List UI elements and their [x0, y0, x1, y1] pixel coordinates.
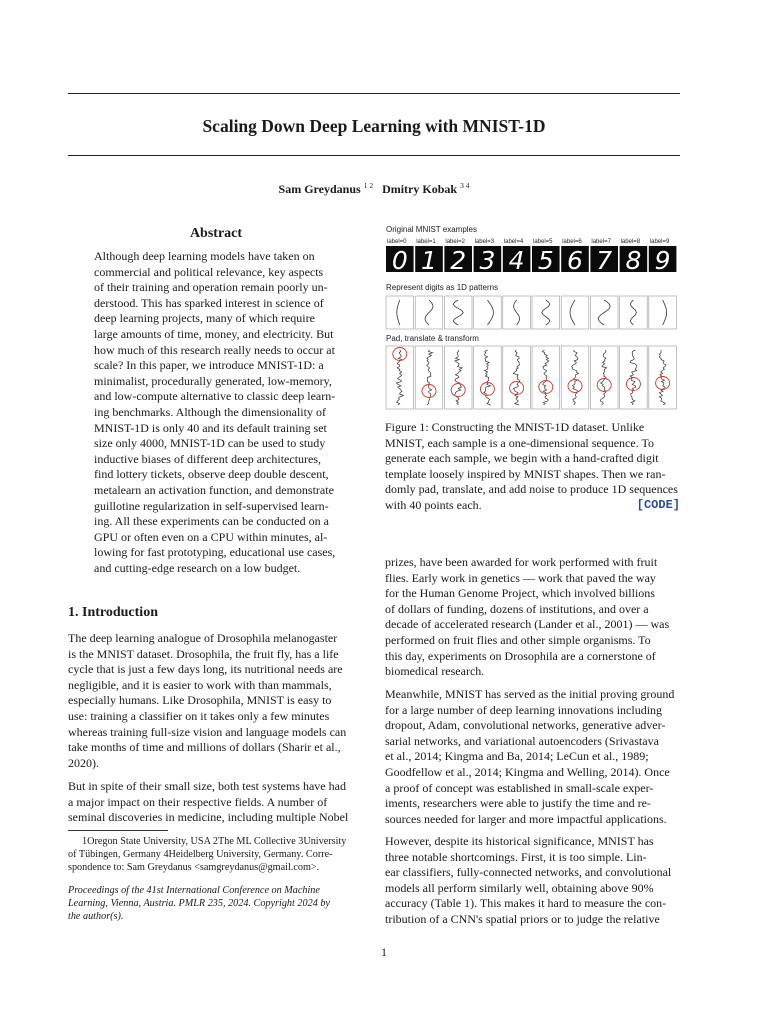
intro-line: negligible, and it is easier to work with than mammals, — [68, 677, 332, 692]
caption-line: template loosely inspired by MNIST shapes. Then we ran- — [385, 466, 666, 481]
body-paragraph-2 — [385, 687, 680, 827]
intro-line: But in spite of their small size, both test systems have had — [68, 779, 346, 793]
mnist-digit-glyph: 5 — [537, 246, 554, 275]
mnist-digit-glyph: 1 — [421, 246, 437, 275]
proceedings-note — [68, 884, 364, 923]
body-line: models all perform similarly well, obtaining above 90% — [385, 880, 654, 895]
intro-line: especially humans. Like Drosophila, MNIST is easy to — [68, 693, 332, 708]
body-line: Goodfellow et al., 2014; Kingma and Welling, 2014). Once — [385, 764, 670, 779]
intro-line: cycle that is just a few days long, its nutritional needs are — [68, 662, 343, 677]
intro-paragraph-1 — [68, 631, 364, 771]
abstract-line: MNIST-1D is only 40 and its default training set — [94, 420, 327, 435]
body-line: tribution of a CNN's spatial priors or to judge the relative — [385, 911, 660, 926]
abstract-line: deep learning projects, many of which require — [94, 311, 315, 326]
fig-row1-title: Original MNIST examples — [386, 225, 477, 234]
abstract-body — [94, 249, 338, 576]
footnote-line: of Tübingen, Germany 4Heidelberg University, Germany. Corre- — [68, 849, 333, 860]
abstract-line: metalearn an activation function, and demonstrate — [94, 482, 334, 497]
abstract-line: find lottery tickets, observe deep double descent, — [94, 467, 329, 482]
body-line: this day, experiments on Drosophila are a cornerstone of — [385, 648, 656, 663]
author-affiliation: 3 4 — [460, 181, 470, 190]
body-line: for the Human Genome Project, which involved billions — [385, 586, 655, 601]
intro-heading: 1. Introduction — [68, 605, 158, 620]
abstract-line: large amounts of time, money, and electricity. But — [94, 326, 334, 341]
proceedings-line: Proceedings of the 41st International Conference on Machine — [68, 885, 320, 896]
proceedings-line: the author(s). — [68, 911, 124, 922]
top-rule — [68, 93, 680, 94]
abstract-line: GPU or often even on a CPU within minutes, al- — [94, 529, 328, 544]
transformed-panel — [649, 346, 677, 409]
body-line: three notable shortcomings. First, it is too simple. Lin- — [385, 849, 647, 864]
figure-1 — [385, 224, 680, 412]
body-line: for a large number of deep learning innovations including — [385, 702, 663, 717]
body-line: flies. Early work in genetics — work that paved the way — [385, 570, 656, 585]
abstract-line: Although deep learning models have taken on — [94, 249, 315, 263]
body-line: prizes, have been awarded for work performed with fruit — [385, 555, 658, 569]
body-line: accuracy (Table 1). This makes it hard to measure the con- — [385, 896, 667, 911]
intro-line: whereas training full-size vision and language models can — [68, 724, 347, 739]
digit-label: label=0 — [387, 239, 407, 245]
intro-line: use: training a classifier on it takes only a few minutes — [68, 708, 330, 723]
mnist-digit-glyph: 7 — [596, 246, 613, 275]
digit-label: label=4 — [503, 239, 524, 245]
intro-line: 2020). — [68, 755, 99, 770]
body-line: However, despite its historical significance, MNIST has — [385, 834, 654, 848]
page-number: 1 — [381, 945, 387, 959]
code-link[interactable]: [CODE] — [636, 497, 680, 512]
body-line: dropout, Adam, convolutional networks, generative adver- — [385, 718, 666, 733]
caption-line: MNIST, each sample is a one-dimensional sequence. To — [385, 435, 654, 450]
body-paragraph-3 — [385, 834, 680, 928]
intro-line: take months of time and millions of dollars (Sharir et al., — [68, 740, 341, 755]
digit-label: label=7 — [591, 239, 611, 245]
proceedings-line: Learning, Vienna, Austria. PMLR 235, 2024. Copyright 2024 by — [68, 898, 330, 909]
body-line: of dollars of funding, dozens of institutions, and over a — [385, 601, 649, 616]
body-line: performed on fruit flies and other simple organisms. To — [385, 632, 651, 647]
body-line: Meanwhile, MNIST has served as the initial proving ground — [385, 687, 675, 701]
caption-line: Figure 1: Constructing the MNIST-1D dataset. Unlike — [385, 420, 645, 434]
body-line: iments, researchers were able to justify the time and re- — [385, 796, 651, 811]
digit-label: label=9 — [649, 239, 670, 245]
author-list — [68, 181, 680, 197]
template-panel — [474, 296, 502, 329]
caption-line: domly pad, translate, and add noise to produce 1D sequences — [385, 482, 678, 497]
body-line: sources needed for larger and more impactful applications. — [385, 811, 667, 826]
digit-label: label=3 — [474, 239, 495, 245]
mnist-digit-glyph: 9 — [654, 246, 671, 275]
body-line: a proof of concept was established in small-scale exper- — [385, 780, 654, 795]
fig-row3-title: Pad, translate & transform — [386, 334, 479, 343]
author-affiliation: 1 2 — [363, 181, 374, 190]
transformed-panel — [386, 346, 414, 409]
abstract-line: derstood. This has sparked interest in science of — [94, 295, 324, 310]
abstract-line: size only 4000, MNIST-1D can be used to study — [94, 436, 326, 451]
intro-line: The deep learning analogue of Drosophila melanogaster — [68, 631, 338, 645]
figure-caption — [385, 420, 680, 514]
intro-paragraph-2 — [68, 779, 364, 826]
digit-label: label=1 — [416, 239, 436, 245]
mnist-digit-glyph: 8 — [625, 246, 642, 275]
fig-row2-title: Represent digits as 1D patterns — [386, 283, 499, 292]
abstract-line: and low-compute alternative to classic deep learn- — [94, 389, 336, 404]
footnote-rule — [68, 830, 168, 831]
mnist-digit-glyph: 0 — [391, 246, 408, 275]
transformed-panel — [474, 346, 502, 409]
author-name: Sam Greydanus — [278, 182, 361, 196]
abstract-line: scale? In this paper, we introduce MNIST-1D: a — [94, 358, 324, 373]
caption-line: generate each sample, we begin with a hand-crafted digit — [385, 451, 659, 466]
digit-label: label=6 — [562, 239, 582, 245]
abstract-line: lowing for fast prototyping, educational use cases, — [94, 545, 336, 560]
abstract-line: ing benchmarks. Although the dimensionality of — [94, 404, 326, 419]
digit-label: label=2 — [445, 239, 465, 245]
abstract-line: guillotine regularization in self-supervised learn- — [94, 498, 329, 513]
body-line: sarial networks, and variational autoencoders (Srivastava — [385, 733, 659, 748]
template-panel — [561, 296, 589, 329]
template-panel — [532, 296, 560, 329]
abstract-line: minimalist, procedurally generated, low-memory, — [94, 373, 332, 388]
author-name: Dmitry Kobak — [382, 182, 458, 196]
abstract-line: ing. All these experiments can be conducted on a — [94, 514, 329, 529]
body-line: et al., 2014; Kingma and Ba, 2014; LeCun et al., 1989; — [385, 749, 649, 764]
body-line: decade of accelerated research (Lander et al., 2001) — was — [385, 617, 670, 632]
intro-line: a major impact on their respective fields. A number of — [68, 794, 328, 809]
abstract-line: inductive biases of different deep architectures, — [94, 451, 322, 466]
abstract-line: how much of this research really needs to occur at — [94, 342, 335, 357]
title-rule — [68, 155, 680, 156]
footnote-line: spondence to: Sam Greydanus <samgreydanus@gmail.com>. — [68, 862, 320, 873]
digit-label: label=5 — [533, 239, 553, 245]
body-paragraph-1 — [385, 555, 680, 680]
intro-line: is the MNIST dataset. Drosophila, the fruit fly, has a life — [68, 646, 339, 661]
abstract-line: and cutting-edge research on a low budget. — [94, 560, 301, 575]
template-panel — [620, 296, 648, 329]
template-panel — [649, 296, 677, 329]
template-panel — [444, 296, 472, 329]
paper-title: Scaling Down Deep Learning with MNIST-1D — [202, 116, 546, 136]
transformed-panel — [590, 346, 618, 409]
intro-line: seminal discoveries in medicine, including multiple Nobel — [68, 810, 349, 825]
abstract-heading: Abstract — [189, 226, 243, 241]
body-line: biomedical research. — [385, 664, 485, 679]
mnist-digit-glyph: 3 — [479, 246, 496, 275]
abstract-line: of their training and operation remain poorly un- — [94, 280, 328, 295]
caption-last-line — [385, 498, 680, 514]
abstract-line: commercial and political relevance, key aspects — [94, 264, 324, 279]
mnist-digit-glyph: 2 — [450, 246, 467, 275]
mnist-digit-glyph: 6 — [567, 246, 583, 275]
body-line: ear classifiers, fully-connected networks, and convolutional — [385, 865, 672, 880]
affiliation-footnote — [68, 835, 364, 874]
footnote-line: 1Oregon State University, USA 2The ML Collective 3University — [82, 836, 347, 847]
digit-label: label=8 — [620, 239, 641, 245]
caption-line: with 40 points each. — [385, 497, 482, 512]
mnist-digit-glyph: 4 — [508, 246, 525, 275]
